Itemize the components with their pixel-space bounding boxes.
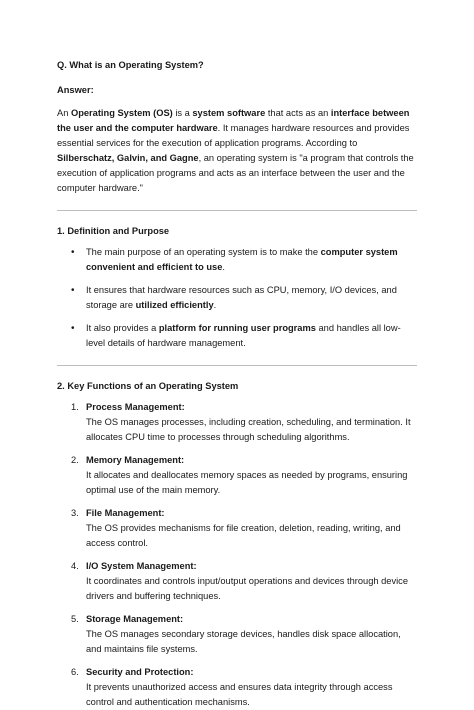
definition-bullet-list bbox=[57, 245, 417, 351]
intro-paragraph bbox=[57, 106, 417, 196]
bullet-item bbox=[71, 245, 417, 275]
bullet-bold-text: utilized efficiently bbox=[135, 300, 214, 310]
bullet-dot-icon: • bbox=[71, 247, 75, 258]
function-item bbox=[71, 506, 417, 551]
function-title: I/O System Management: bbox=[86, 561, 197, 571]
function-item bbox=[71, 612, 417, 657]
intro-bold-term: system software bbox=[192, 108, 266, 118]
list-number: 5. bbox=[71, 614, 79, 624]
function-description: It coordinates and controls input/output operations and devices through device drivers and buffering techniques. bbox=[86, 576, 408, 601]
intro-text: that acts as an bbox=[265, 108, 331, 118]
bullet-bold-text: computer system convenient and efficient to use bbox=[86, 247, 398, 272]
bullet-dot-icon: • bbox=[71, 323, 75, 334]
intro-bold-term: interface between the user and the computer hardware bbox=[57, 108, 410, 133]
function-description: The OS manages processes, including creation, scheduling, and termination. It allocates CPU time to processes through scheduling algorithms. bbox=[86, 417, 411, 442]
bullet-item bbox=[71, 321, 417, 351]
function-title: Process Management: bbox=[86, 402, 185, 412]
function-item bbox=[71, 400, 417, 445]
bullet-text: It ensures that hardware resources such as CPU, memory, I/O devices, and storage are bbox=[86, 285, 397, 310]
list-number: 1. bbox=[71, 402, 79, 412]
intro-text: is a bbox=[172, 108, 193, 118]
function-title: Memory Management: bbox=[86, 455, 185, 465]
function-description: The OS manages secondary storage devices, handles disk space allocation, and maintains file systems. bbox=[86, 629, 401, 654]
section-divider bbox=[57, 365, 417, 366]
answer-label: Answer: bbox=[57, 85, 94, 95]
bullet-item bbox=[71, 283, 417, 313]
intro-text: , an operating system is "a program that controls the execution of application programs and acts as an interface between the user and the computer hardware." bbox=[57, 153, 414, 193]
intro-bold-term: Silberschatz, Galvin, and Gagne bbox=[57, 153, 199, 163]
function-item bbox=[71, 453, 417, 498]
function-description: It allocates and deallocates memory spaces as needed by programs, ensuring optimal use of the main memory. bbox=[86, 470, 408, 495]
intro-text: . It manages hardware resources and provides essential services for the execution of application programs. According to bbox=[57, 123, 410, 148]
section-heading-functions: 2. Key Functions of an Operating System bbox=[57, 381, 239, 391]
bullet-text: The main purpose of an operating system is to make the bbox=[86, 247, 321, 257]
question-heading: Q. What is an Operating System? bbox=[57, 60, 204, 70]
functions-numbered-list bbox=[57, 400, 417, 710]
list-number: 6. bbox=[71, 667, 79, 677]
bullet-text: . bbox=[222, 262, 225, 272]
section-divider bbox=[57, 210, 417, 211]
bullet-bold-text: platform for running user programs bbox=[158, 323, 316, 333]
function-description: It prevents unauthorized access and ensures data integrity through access control and authentication mechanisms. bbox=[86, 682, 393, 707]
function-title: Security and Protection: bbox=[86, 667, 194, 677]
intro-text: An bbox=[57, 108, 71, 118]
list-number: 4. bbox=[71, 561, 79, 571]
bullet-text: . bbox=[213, 300, 217, 310]
bullet-text: It also provides a bbox=[86, 323, 159, 333]
function-item bbox=[71, 559, 417, 604]
function-title: File Management: bbox=[86, 508, 165, 518]
section-heading-definition: 1. Definition and Purpose bbox=[57, 226, 170, 236]
function-title: Storage Management: bbox=[86, 614, 184, 624]
bullet-text: and handles all low-level details of hardware management. bbox=[86, 323, 401, 348]
list-number: 3. bbox=[71, 508, 79, 518]
function-description: The OS provides mechanisms for file creation, deletion, reading, writing, and access control. bbox=[86, 523, 401, 548]
bullet-dot-icon: • bbox=[71, 285, 75, 296]
list-number: 2. bbox=[71, 455, 79, 465]
intro-bold-term: Operating System (OS) bbox=[70, 108, 173, 118]
function-item bbox=[71, 665, 417, 710]
